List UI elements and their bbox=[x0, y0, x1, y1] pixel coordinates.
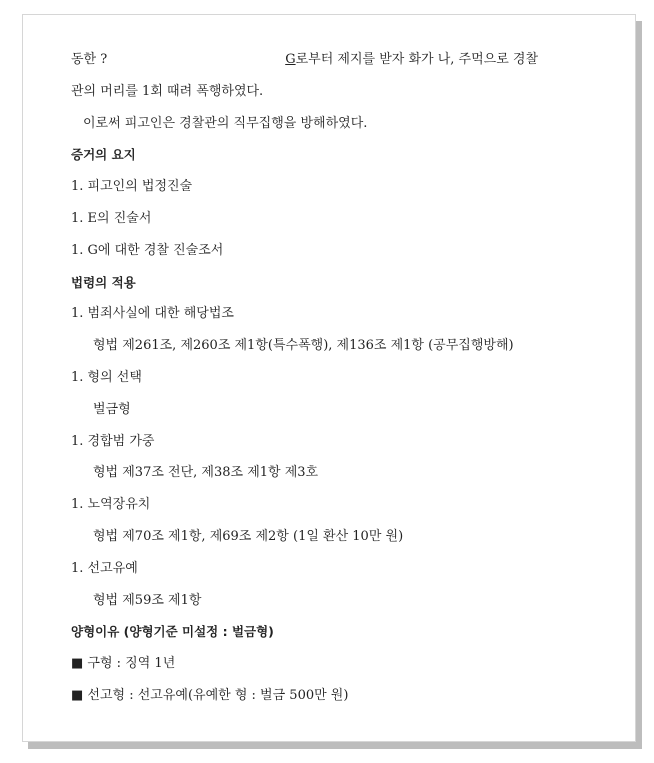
law-section-detail: 형법 제37조 전단, 제38조 제1항 제3호 bbox=[93, 465, 319, 481]
facts-line-1-end: 로부터 제지를 받자 화가 나, 주먹으로 경찰 bbox=[295, 52, 539, 67]
law-section-detail: 벌금형 bbox=[93, 401, 131, 417]
law-section-detail: 형법 제59조 제1항 bbox=[93, 592, 202, 608]
evidence-item: 1. 피고인의 법정진술 bbox=[71, 179, 193, 195]
facts-line-2: 관의 머리를 1회 때려 폭행하였다. bbox=[71, 83, 264, 99]
facts-line-3: 이로써 피고인은 경찰관의 직무집행을 방해하였다. bbox=[83, 115, 368, 131]
document-page bbox=[22, 14, 636, 742]
evidence-item: 1. G에 대한 경찰 진술조서 bbox=[71, 242, 224, 258]
sentencing-item: ■ 구형 : 징역 1년 bbox=[71, 656, 176, 672]
law-section-title: 1. 노역장유치 bbox=[71, 497, 151, 513]
document-body bbox=[71, 51, 599, 719]
sentencing-heading: 양형이유 (양형기준 미설정 : 벌금형) bbox=[71, 624, 274, 640]
sentencing-item: ■ 선고형 : 선고유예(유예한 형 : 벌금 500만 원) bbox=[71, 687, 349, 703]
evidence-item: 1. E의 진술서 bbox=[71, 210, 152, 226]
law-section-detail: 형법 제70조 제1항, 제69조 제2항 (1일 환산 10만 원) bbox=[93, 528, 404, 544]
evidence-heading: 증거의 요지 bbox=[71, 147, 136, 163]
law-section-title: 1. 경합범 가중 bbox=[71, 433, 155, 449]
law-section-title: 1. 범죄사실에 대한 해당법조 bbox=[71, 306, 234, 322]
law-section-title: 1. 선고유예 bbox=[71, 560, 138, 576]
facts-line-1-start: 동한 ? bbox=[71, 52, 108, 67]
facts-line-1-underlined: G bbox=[285, 52, 296, 67]
facts-line-1 bbox=[71, 51, 599, 83]
law-section-title: 1. 형의 선택 bbox=[71, 369, 142, 385]
law-section-detail: 형법 제261조, 제260조 제1항(특수폭행), 제136조 제1항 (공무집행방해) bbox=[93, 338, 514, 354]
law-heading: 법령의 적용 bbox=[71, 274, 136, 290]
